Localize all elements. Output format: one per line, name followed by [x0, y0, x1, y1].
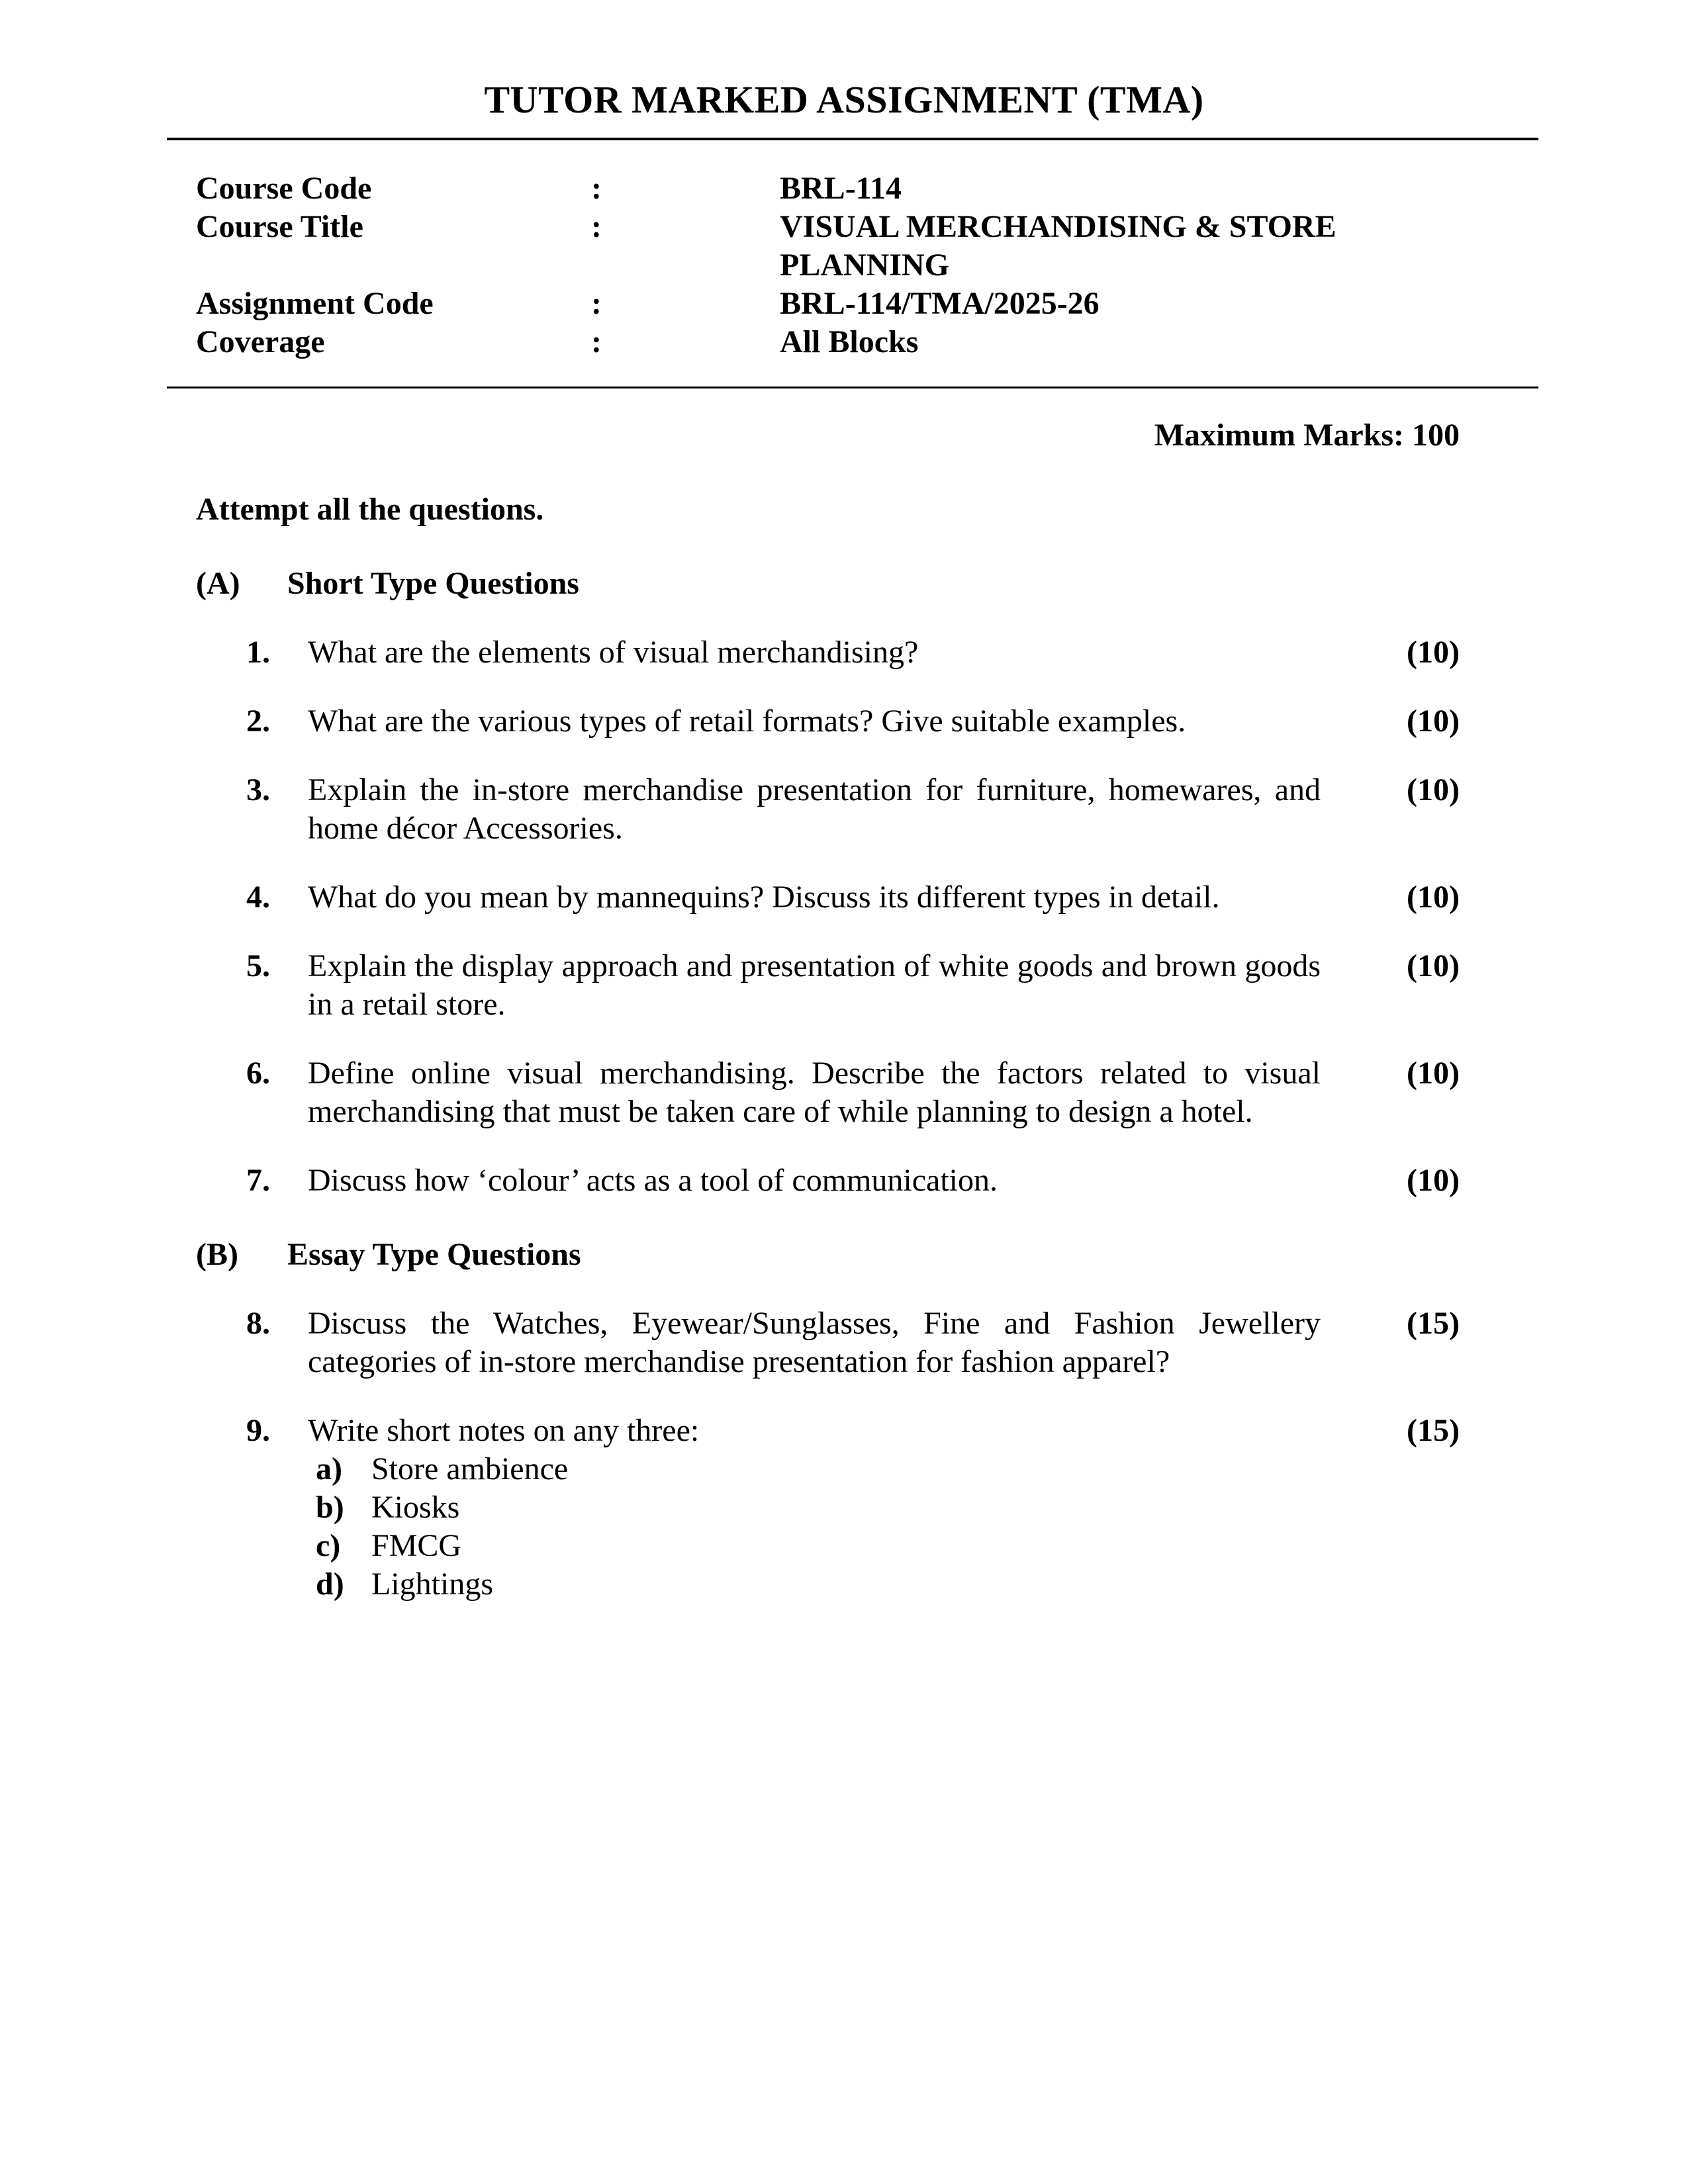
question-text: Discuss how ‘colour’ acts as a tool of communication.: [308, 1163, 998, 1198]
question-number: 4.: [246, 880, 270, 915]
question-row-2: [246, 702, 1460, 741]
question-number: 7.: [246, 1163, 270, 1198]
question-marks: (10): [1407, 1163, 1460, 1198]
question-number: 6.: [246, 1056, 270, 1091]
question-number: 8.: [246, 1306, 270, 1341]
question-row-6: [246, 1054, 1460, 1131]
question-text: Explain the in-store merchandise presentation for furniture, homewares, and home décor Accessories.: [308, 772, 1321, 846]
question-marks: (10): [1407, 635, 1460, 670]
question-number: 2.: [246, 704, 270, 739]
course-title-value: VISUAL MERCHANDISING & STORE PLANNING: [780, 209, 1336, 283]
question-row-4: [246, 878, 1460, 917]
question-row-7: [246, 1161, 1460, 1200]
question-row-5: [246, 947, 1460, 1024]
colon-separator: :: [591, 286, 602, 321]
course-title-row: [196, 208, 1538, 285]
colon-separator: :: [591, 324, 602, 359]
question-text: Define online visual merchandising. Describe the factors related to visual merchandising that must be taken care of while planning to design a hotel.: [308, 1056, 1321, 1129]
coverage-row: [196, 323, 1538, 361]
section-b-heading: [196, 1236, 1688, 1274]
course-code-row: [196, 169, 1538, 208]
question-marks: (15): [1407, 1306, 1460, 1341]
question-body: [308, 1412, 1321, 1604]
section-a-heading: [196, 565, 1688, 603]
question-number: 3.: [246, 772, 270, 807]
question-text: Explain the display approach and presentation of white goods and brown goods in a retail store.: [308, 948, 1321, 1022]
course-code-label: Course Code: [196, 171, 372, 206]
assignment-code-value: BRL-114/TMA/2025-26: [780, 286, 1100, 321]
sub-item-b: [316, 1488, 1321, 1527]
section-a-title: Short Type Questions: [287, 566, 579, 601]
question-row-1: [246, 633, 1460, 672]
sub-item-a: [316, 1450, 1321, 1488]
sub-item-letter: c): [316, 1528, 341, 1563]
assignment-code-row: [196, 285, 1538, 323]
sub-item-text: FMCG: [371, 1528, 462, 1563]
sub-item-d: [316, 1565, 1321, 1604]
question-number: 9.: [246, 1413, 270, 1448]
sub-item-letter: b): [316, 1490, 344, 1525]
question-text: What do you mean by mannequins? Discuss its different types in detail.: [308, 880, 1220, 915]
section-a-label: (A): [196, 566, 240, 601]
question-marks: (10): [1407, 1056, 1460, 1091]
question-number: 1.: [246, 635, 270, 670]
question-text: Write short notes on any three:: [308, 1413, 700, 1448]
header-divider: [167, 387, 1538, 388]
question-marks: (10): [1407, 704, 1460, 739]
section-b-title: Essay Type Questions: [287, 1237, 581, 1272]
course-info-table: [196, 169, 1538, 361]
sub-item-text: Lightings: [371, 1567, 494, 1602]
course-title-label: Course Title: [196, 209, 363, 244]
sub-item-letter: a): [316, 1451, 342, 1486]
course-code-value: BRL-114: [780, 171, 902, 206]
sub-item-text: Kiosks: [371, 1490, 460, 1525]
sub-item-text: Store ambience: [371, 1451, 569, 1486]
coverage-label: Coverage: [196, 324, 325, 359]
sub-item-letter: d): [316, 1567, 344, 1602]
page-title: TUTOR MARKED ASSIGNMENT (TMA): [484, 78, 1204, 121]
question-number: 5.: [246, 948, 270, 983]
question-marks: (15): [1407, 1413, 1460, 1448]
question-marks: (10): [1407, 948, 1460, 983]
question-marks: (10): [1407, 772, 1460, 807]
question-row-8: [246, 1304, 1460, 1381]
question-text: Discuss the Watches, Eyewear/Sunglasses, Fine and Fashion Jewellery categories of in-store merchandise presentation for fashion apparel?: [308, 1306, 1321, 1379]
section-b-label: (B): [196, 1237, 238, 1272]
question-text: What are the elements of visual merchandising?: [308, 635, 919, 670]
question-row-9: [246, 1412, 1460, 1604]
maximum-marks: Maximum Marks: 100: [1154, 418, 1460, 453]
assignment-code-label: Assignment Code: [196, 286, 434, 321]
question-marks: (10): [1407, 880, 1460, 915]
question-row-3: [246, 771, 1460, 848]
sub-item-c: [316, 1527, 1321, 1565]
colon-separator: :: [591, 209, 602, 244]
question-text: What are the various types of retail formats? Give suitable examples.: [308, 704, 1186, 739]
coverage-value: All Blocks: [780, 324, 919, 359]
title-divider: [167, 138, 1538, 140]
instruction-text: Attempt all the questions.: [196, 492, 544, 527]
colon-separator: :: [591, 171, 602, 206]
